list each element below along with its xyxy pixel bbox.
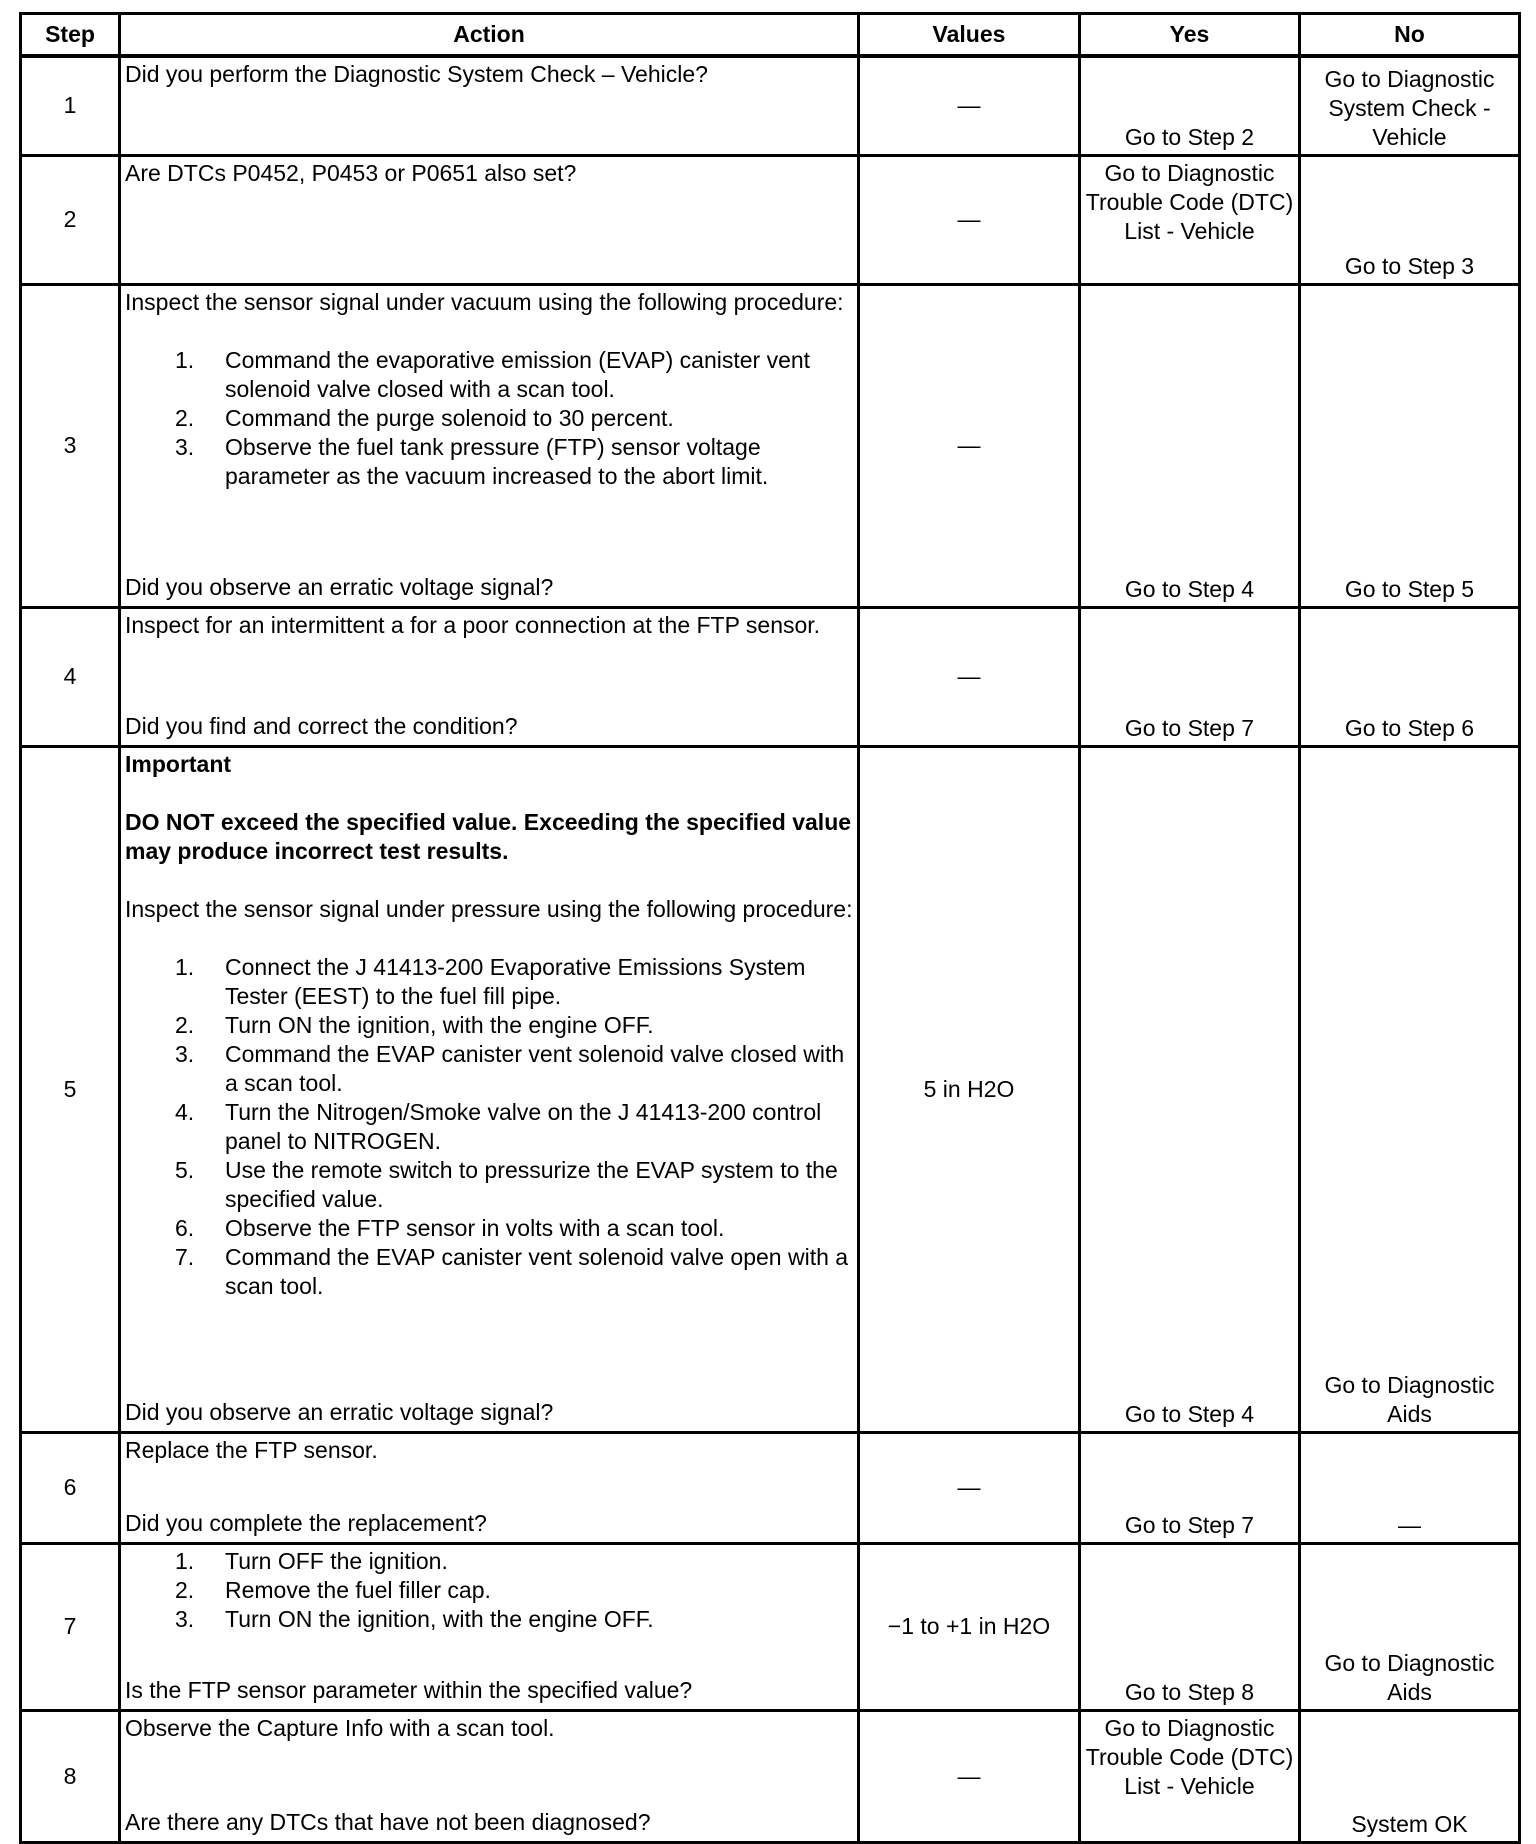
action-cell — [120, 1710, 859, 1842]
procedure-step: 2. Command the purge solenoid to 30 percent. — [175, 404, 674, 431]
table-row — [21, 1543, 1520, 1710]
procedure-step: 3. Turn ON the ignition, with the engine OFF. — [175, 1605, 654, 1632]
procedure-step: 1. Connect the J 41413-200 Evaporative Emissions System Tester (EEST) to the fuel fill pipe. — [175, 953, 806, 1009]
step-number: 4 — [21, 607, 120, 746]
values-cell: — — [859, 284, 1080, 607]
action-question: Did you complete the replacement? — [125, 1509, 487, 1536]
action-question: Is the FTP sensor parameter within the specified value? — [125, 1676, 693, 1703]
values-cell: — — [859, 1432, 1080, 1543]
no-cell[interactable]: Go to Diagnostic System Check - Vehicle — [1300, 56, 1520, 156]
yes-cell[interactable]: Go to Step 4 — [1080, 284, 1300, 607]
procedure-list — [125, 1547, 853, 1634]
procedure-step: 4. Turn the Nitrogen/Smoke valve on the J 41413-200 control panel to NITROGEN. — [175, 1098, 822, 1154]
table-row — [21, 155, 1520, 284]
no-cell[interactable]: Go to Diagnostic Aids — [1300, 746, 1520, 1432]
warning-text: DO NOT exceed the specified value. Exceeding the specified value may produce incorrect test results. — [125, 808, 852, 864]
table-row — [21, 607, 1520, 746]
action-question: Did you observe an erratic voltage signal? — [125, 573, 554, 600]
action-cell — [120, 1543, 859, 1710]
no-cell[interactable]: Go to Step 5 — [1300, 284, 1520, 607]
header-action: Action — [120, 14, 859, 56]
action-intro: Inspect the sensor signal under pressure using the following procedure: — [125, 895, 853, 922]
header-no: No — [1300, 14, 1520, 56]
header-step: Step — [21, 14, 120, 56]
step-number: 2 — [21, 155, 120, 284]
no-cell[interactable]: Go to Step 3 — [1300, 155, 1520, 284]
step-number: 6 — [21, 1432, 120, 1543]
procedure-step: 1. Command the evaporative emission (EVAP) canister vent solenoid valve closed with a scan tool. — [175, 346, 811, 402]
step-number: 7 — [21, 1543, 120, 1710]
action-cell — [120, 155, 859, 284]
step-number: 8 — [21, 1710, 120, 1842]
diagnostic-table — [19, 12, 1521, 1844]
yes-cell[interactable]: Go to Diagnostic Trouble Code (DTC) List - Vehicle — [1080, 155, 1300, 284]
yes-cell[interactable]: Go to Step 7 — [1080, 1432, 1300, 1543]
step-number: 1 — [21, 56, 120, 156]
yes-cell[interactable]: Go to Diagnostic Trouble Code (DTC) List - Vehicle — [1080, 1710, 1300, 1842]
values-cell: — — [859, 155, 1080, 284]
table-row — [21, 284, 1520, 607]
values-cell: 5 in H2O — [859, 746, 1080, 1432]
table-row — [21, 56, 1520, 156]
values-cell: — — [859, 56, 1080, 156]
header-yes: Yes — [1080, 14, 1300, 56]
step-number: 5 — [21, 746, 120, 1432]
header-values: Values — [859, 14, 1080, 56]
action-intro: Observe the Capture Info with a scan tool. — [125, 1714, 555, 1741]
procedure-step: 2. Remove the fuel filler cap. — [175, 1576, 491, 1603]
procedure-step: 2. Turn ON the ignition, with the engine OFF. — [175, 1011, 654, 1038]
action-cell — [120, 746, 859, 1432]
action-question: Did you find and correct the condition? — [125, 712, 518, 739]
action-question: Are DTCs P0452, P0453 or P0651 also set? — [125, 159, 577, 186]
action-question: Did you observe an erratic voltage signal? — [125, 1398, 554, 1425]
values-cell: — — [859, 607, 1080, 746]
action-intro: Replace the FTP sensor. — [125, 1436, 378, 1463]
table-row — [21, 1432, 1520, 1543]
table-row — [21, 1710, 1520, 1842]
no-cell[interactable]: Go to Diagnostic Aids — [1300, 1543, 1520, 1710]
action-cell — [120, 607, 859, 746]
yes-cell[interactable]: Go to Step 2 — [1080, 56, 1300, 156]
action-cell — [120, 284, 859, 607]
no-cell[interactable]: Go to Step 6 — [1300, 607, 1520, 746]
step-number: 3 — [21, 284, 120, 607]
important-label: Important — [125, 750, 232, 777]
procedure-step: 5. Use the remote switch to pressurize the EVAP system to the specified value. — [175, 1156, 838, 1212]
action-cell — [120, 1432, 859, 1543]
procedure-list — [125, 346, 853, 491]
action-question: Are there any DTCs that have not been diagnosed? — [125, 1808, 651, 1835]
action-question: Did you perform the Diagnostic System Check – Vehicle? — [125, 60, 708, 87]
procedure-step: 6. Observe the FTP sensor in volts with a scan tool. — [175, 1214, 725, 1241]
yes-cell[interactable]: Go to Step 7 — [1080, 607, 1300, 746]
no-cell[interactable]: System OK — [1300, 1710, 1520, 1842]
yes-cell[interactable]: Go to Step 4 — [1080, 746, 1300, 1432]
no-cell[interactable]: — — [1300, 1432, 1520, 1543]
procedure-step: 7. Command the EVAP canister vent solenoid valve open with a scan tool. — [175, 1243, 849, 1299]
header-row — [21, 14, 1520, 56]
procedure-step: 1. Turn OFF the ignition. — [175, 1547, 448, 1574]
table-row — [21, 746, 1520, 1432]
procedure-list — [125, 953, 853, 1301]
procedure-step: 3. Observe the fuel tank pressure (FTP) sensor voltage parameter as the vacuum increased to the abort limit. — [175, 433, 769, 489]
procedure-step: 3. Command the EVAP canister vent solenoid valve closed with a scan tool. — [175, 1040, 845, 1096]
yes-cell[interactable]: Go to Step 8 — [1080, 1543, 1300, 1710]
action-intro: Inspect the sensor signal under vacuum using the following procedure: — [125, 288, 844, 315]
action-cell — [120, 56, 859, 156]
values-cell: −1 to +1 in H2O — [859, 1543, 1080, 1710]
action-intro: Inspect for an intermittent a for a poor connection at the FTP sensor. — [125, 611, 821, 638]
values-cell: — — [859, 1710, 1080, 1842]
